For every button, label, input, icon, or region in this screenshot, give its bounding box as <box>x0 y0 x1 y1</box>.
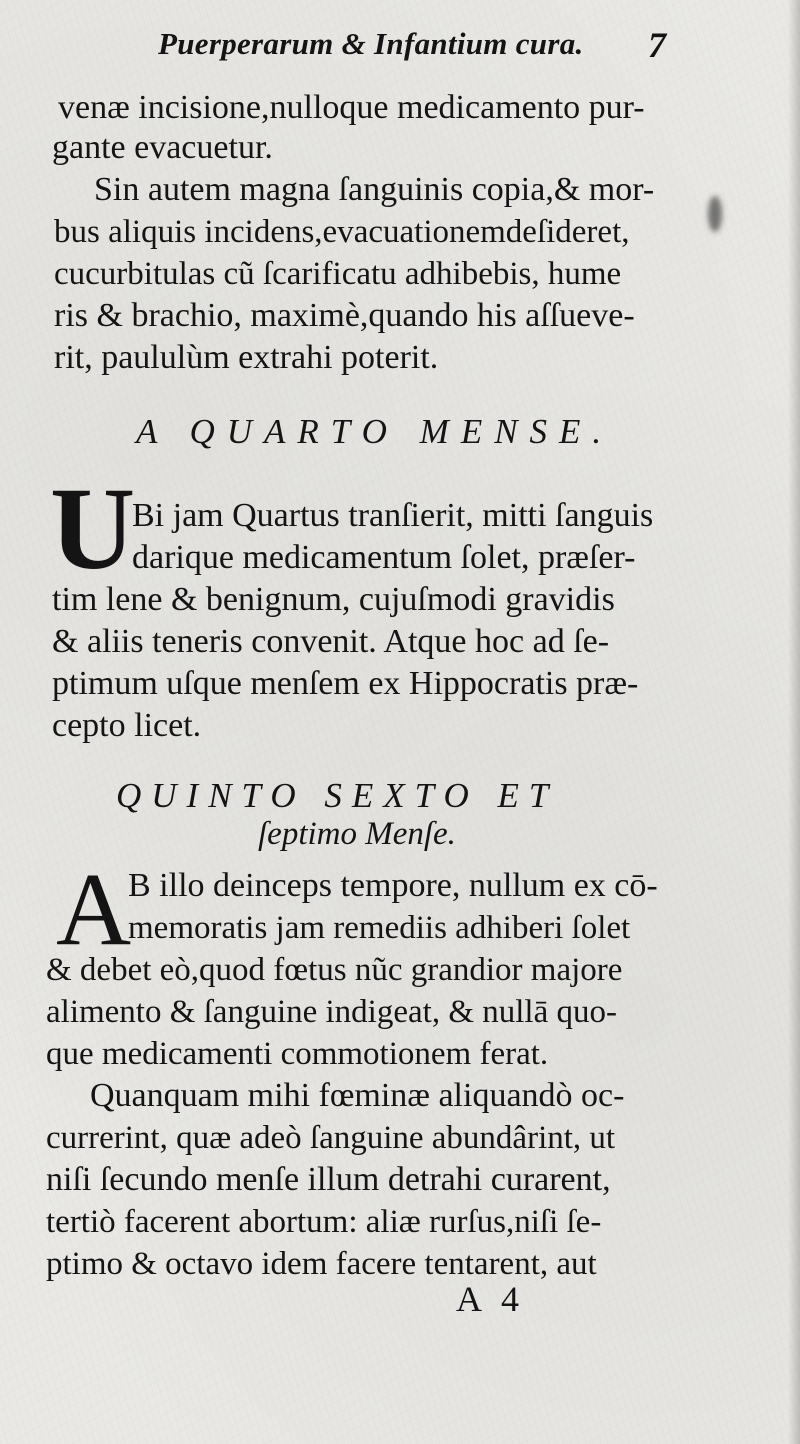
text-line: rit, paululùm extrahi poterit. <box>54 339 439 376</box>
text-line: ptimo & octavo idem facere tentarent, aut <box>46 1246 597 1282</box>
section-title: A QUARTO MENSE. <box>136 412 614 451</box>
ink-smudge <box>708 196 722 232</box>
text-line: B illo deinceps tempore, nullum ex cō- <box>128 867 658 904</box>
text-line: venæ incisione,nulloque medicamento pur- <box>58 89 645 126</box>
running-head: Puerperarum & Infantium cura. <box>158 26 584 61</box>
drop-cap: A <box>56 852 132 967</box>
text-line: tim lene & benignum, cujuſmodi gravidis <box>52 581 615 618</box>
page-number: 7 <box>648 25 666 65</box>
text-line: & aliis teneris convenit. Atque hoc ad ſe- <box>52 623 610 660</box>
text-line: darique medicamentum ſolet, præſer- <box>132 539 636 576</box>
page-header <box>158 26 678 72</box>
text-line: memoratis jam remediis adhiberi ſolet <box>128 910 631 946</box>
text-line: Sin autem magna ſanguinis copia,& mor- <box>94 171 655 208</box>
text-line: ris & brachio, maximè,quando his aſſueve- <box>54 297 635 334</box>
drop-cap: U <box>50 463 136 594</box>
signature-mark: A 4 <box>456 1279 526 1319</box>
page-edge-shadow <box>788 0 800 1444</box>
text-line: niſi ſecundo menſe illum detrahi curarent, <box>46 1161 611 1198</box>
text-line: gante evacuetur. <box>52 129 273 166</box>
text-line: Bi jam Quartus tranſierit, mitti ſanguis <box>132 497 654 534</box>
text-line: currerint, quæ adeò ſanguine abundârint, ut <box>46 1120 616 1156</box>
section-title: QUINTO SEXTO ET <box>116 776 559 815</box>
text-line: tertiò facerent abortum: aliæ rurſus,niſi ſe- <box>46 1204 602 1240</box>
text-line: ptimum uſque menſem ex Hippocratis præ- <box>52 665 639 702</box>
text-line: bus aliquis incidens,evacuationemdeſideret, <box>54 214 630 250</box>
text-line: Quanquam mihi fœminæ aliquandò oc- <box>90 1077 625 1114</box>
text-line: & debet eò,quod fœtus nũc grandior majore <box>46 952 623 988</box>
text-line: cepto licet. <box>52 707 202 744</box>
section-subtitle: ſeptimo Menſe. <box>258 816 456 852</box>
text-line: alimento & ſanguine indigeat, & nullā quo- <box>46 994 617 1030</box>
text-line: que medicamenti commotionem ferat. <box>46 1036 549 1072</box>
text-line: cucurbitulas cũ ſcarificatu adhibebis, hume <box>54 256 622 292</box>
